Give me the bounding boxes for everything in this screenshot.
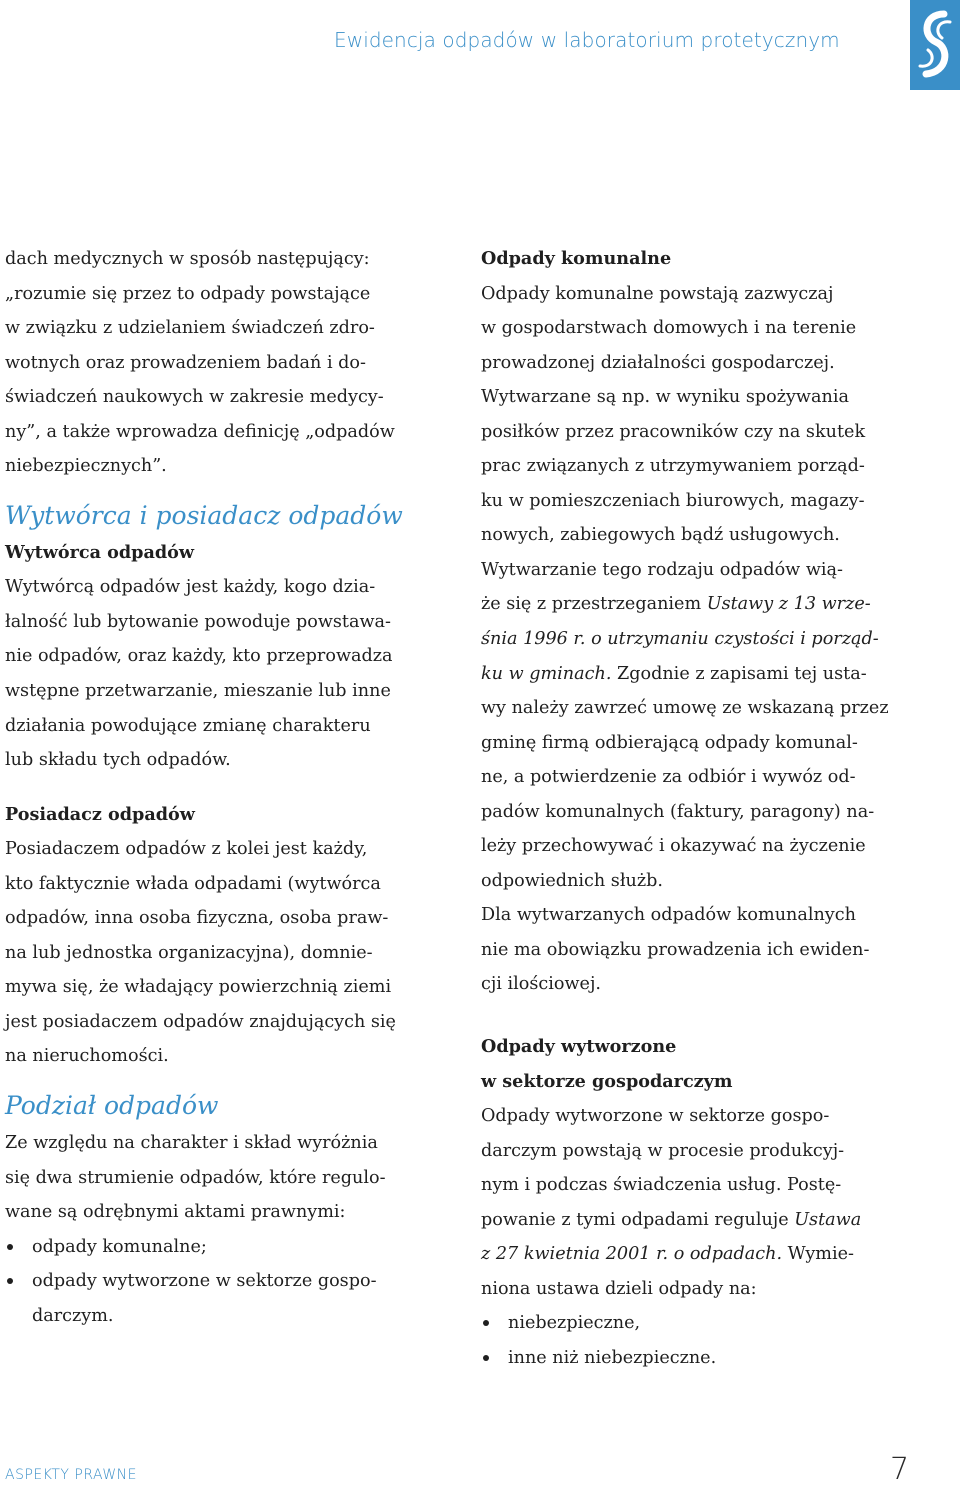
text-line: niona ustawa dzieli odpady na:	[481, 1278, 757, 1299]
text-line: łalność lub bytowanie powoduje powstawa-	[5, 611, 391, 632]
intro-paragraph	[5, 242, 445, 484]
business-waste-subheading: Odpady wytworzone	[481, 1036, 677, 1058]
bullet-icon	[483, 1320, 489, 1326]
division-paragraph	[5, 1126, 445, 1230]
text-line: padów komunalnych (faktury, paragony) na-	[481, 801, 875, 822]
text-line: „rozumie się przez to odpady powstające	[5, 283, 371, 304]
bullet-icon	[7, 1244, 13, 1250]
spacer	[5, 778, 445, 798]
text-line: prowadzonej działalności gospodarczej.	[481, 352, 835, 373]
text-line: prac związanych z utrzymywaniem porząd-	[481, 456, 865, 477]
bullet-icon	[7, 1278, 13, 1284]
text-line	[481, 657, 921, 692]
text-line: odpady wytworzone w sektorze gospo-	[32, 1271, 377, 1292]
text-line: jest posiadaczem odpadów znajdujących się	[5, 1011, 396, 1032]
holder-paragraph	[5, 798, 445, 1074]
text-line: niebezpiecznych”.	[5, 456, 167, 477]
act-citation: ku w gminach.	[481, 663, 612, 684]
text-line: odpady komunalne;	[32, 1236, 207, 1257]
text-line: wane są odrębnymi aktami prawnymi:	[5, 1202, 346, 1223]
text-line: się dwa strumienie odpadów, które regulo-	[5, 1167, 386, 1188]
text-line: Odpady wytworzone w sektorze gospo-	[481, 1106, 830, 1127]
act-citation: Ustawa	[794, 1209, 862, 1230]
list-item	[481, 1306, 921, 1341]
text-fragment: że się z przestrzeganiem	[481, 594, 707, 615]
text-line	[481, 1237, 921, 1272]
act-citation: Ustawy z 13 wrze-	[706, 594, 871, 615]
text-line: kto faktycznie włada odpadami (wytwórca	[5, 873, 381, 894]
text-line: darczym.	[32, 1305, 114, 1326]
text-line: nie odpadów, oraz każdy, kto przeprowadza	[5, 646, 393, 667]
text-line: Wytwarzane są np. w wyniku spożywania	[481, 387, 849, 408]
left-column	[5, 242, 445, 1333]
text-line: nym i podczas świadczenia usług. Postę-	[481, 1175, 842, 1196]
footer-section-label: ASPEKTY PRAWNE	[5, 1467, 137, 1483]
text-line: dach medycznych w sposób następujący:	[5, 249, 370, 269]
text-fragment: Zgodnie z zapisami tej usta-	[611, 663, 867, 684]
text-line: świadczeń naukowych w zakresie medycy-	[5, 387, 384, 408]
act-citation: śnia 1996 r. o utrzymaniu czystości i porząd-	[481, 629, 879, 650]
list-item	[481, 1341, 921, 1376]
section-heading-division: Podział odpadów	[5, 1091, 219, 1121]
text-fragment: Wymie-	[782, 1244, 854, 1265]
text-line: inne niż niebezpieczne.	[508, 1347, 717, 1368]
page-number: 7	[890, 1452, 910, 1487]
publisher-s-logo-icon	[910, 0, 960, 90]
municipal-paragraph	[481, 242, 921, 1002]
text-line: w gospodarstwach domowych i na terenie	[481, 318, 857, 339]
bullet-icon	[483, 1355, 489, 1361]
business-waste-subheading: w sektorze gospodarczym	[481, 1070, 733, 1092]
text-line: Dla wytwarzanych odpadów komunalnych	[481, 905, 856, 926]
text-line: ku w pomieszczeniach biurowych, magazy-	[481, 490, 865, 511]
text-line	[481, 622, 921, 657]
text-line: ne, a potwierdzenie za odbiór i wywóz od-	[481, 767, 856, 788]
text-line: Odpady komunalne powstają zazwyczaj	[481, 283, 834, 304]
waste-streams-list	[5, 1230, 445, 1334]
text-line: gminę firmą odbierającą odpady komunal-	[481, 732, 858, 753]
text-line: na lub jednostka organizacyjna), domnie-	[5, 942, 373, 963]
text-line: działania powodujące zmianę charakteru	[5, 715, 371, 736]
text-line: wstępne przetwarzanie, mieszanie lub inne	[5, 681, 391, 702]
text-line: niebezpieczne,	[508, 1313, 641, 1334]
act-citation: z 27 kwietnia 2001 r. o odpadach.	[481, 1244, 783, 1265]
spacer	[481, 1002, 921, 1030]
text-line: darczym powstają w procesie produkcyj-	[481, 1140, 845, 1161]
text-line: cji ilościowej.	[481, 974, 601, 995]
waste-types-list	[481, 1306, 921, 1375]
list-item	[5, 1264, 445, 1333]
text-line	[481, 587, 921, 622]
business-waste-paragraph	[481, 1030, 921, 1306]
text-line: leży przechowywać i okazywać na życzenie	[481, 836, 866, 857]
text-line: Posiadaczem odpadów z kolei jest każdy,	[5, 839, 368, 860]
running-header-title: Ewidencja odpadów w laboratorium protetycznym	[334, 28, 840, 52]
text-line: odpowiednich służb.	[481, 870, 663, 891]
text-line: odpadów, inna osoba fizyczna, osoba praw-	[5, 908, 389, 929]
text-line: Wytwórcą odpadów jest każdy, kogo dzia-	[5, 577, 376, 598]
text-line: wy należy zawrzeć umowę ze wskazaną przez	[481, 698, 889, 719]
producer-subheading: Wytwórca odpadów	[5, 541, 195, 563]
text-line: Ze względu na charakter i skład wyróżnia	[5, 1133, 378, 1154]
text-line: lub składu tych odpadów.	[5, 750, 231, 771]
text-line: mywa się, że władający powierzchnią ziemi	[5, 977, 392, 998]
text-line: w związku z udzielaniem świadczeń zdro-	[5, 318, 375, 339]
producer-paragraph	[5, 536, 445, 778]
municipal-subheading: Odpady komunalne	[481, 248, 672, 269]
right-column	[481, 242, 921, 1376]
holder-subheading: Posiadacz odpadów	[5, 803, 195, 825]
text-line: nie ma obowiązku prowadzenia ich ewiden-	[481, 939, 870, 960]
text-line: nowych, zabiegowych bądź usługowych.	[481, 525, 840, 546]
section-heading-producer-holder: Wytwórca i posiadacz odpadów	[5, 500, 403, 530]
text-fragment: powanie z tymi odpadami reguluje	[481, 1209, 795, 1230]
text-line	[481, 1203, 921, 1238]
text-line: posiłków przez pracowników czy na skutek	[481, 421, 866, 442]
list-item	[5, 1230, 445, 1265]
text-line: Wytwarzanie tego rodzaju odpadów wią-	[481, 559, 843, 580]
text-line: wotnych oraz prowadzeniem badań i do-	[5, 352, 366, 373]
text-line: na nieruchomości.	[5, 1046, 169, 1067]
text-line: ny”, a także wprowadza definicję „odpadów	[5, 421, 395, 442]
